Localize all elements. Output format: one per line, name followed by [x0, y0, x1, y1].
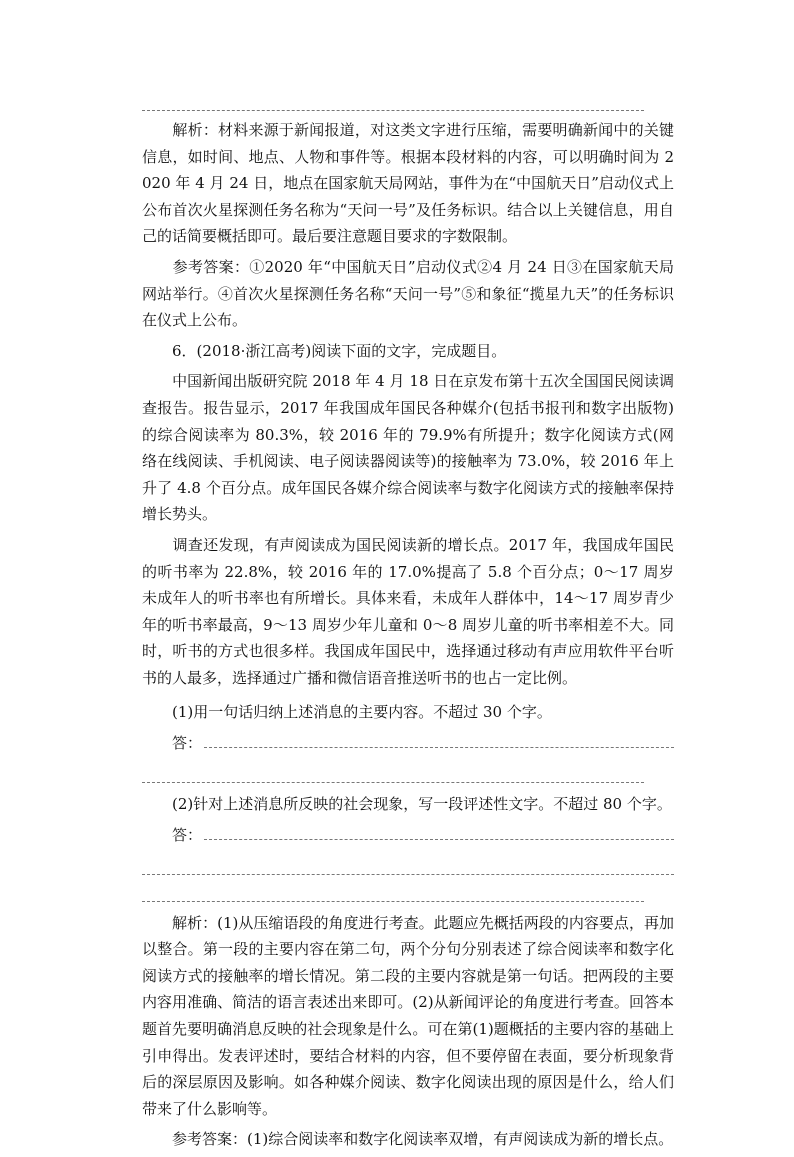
reference-answer-5: 参考答案：①2020 年“中国航天日”启动仪式②4 月 24 日③在国家航天局网站举行。④首次火星探测任务名称“天问一号”⑤和象征“揽星九天”的任务标识在仪式上公布。 [142, 257, 674, 330]
answer-blank-line [142, 110, 644, 111]
answer-blank-line[interactable] [204, 747, 674, 748]
answer-blank-line[interactable] [204, 839, 674, 840]
passage-paragraph-2: 调查还发现，有声阅读成为国民阅读新的增长点。2017 年，我国成年国民的听书率为 22.8%，较 2016 年的 17.0%提高了 5.8 个百分点；0～17 周岁未成年人的听书率也有所增长。具体来看，未成年人群体中，14～17 周岁青少年的听书率最高，9～13 周岁少年儿童和 0～8 周岁儿童的听书率相差不大。同时，听书的方式也很多样。我国成年国民中，选择通过移动有声应用软件平台听书的人最多，选择通过广播和微信语音推送听书的也占一定比例。 [142, 535, 674, 687]
document-page [142, 92, 674, 1157]
reference-answer-6: 参考答案：(1)综合阅读率和数字化阅读率双增，有声阅读成为新的增长点。 [142, 1130, 674, 1149]
answer-line-2[interactable] [142, 822, 674, 848]
answer-blank-line[interactable] [142, 875, 644, 902]
sub-question-1: (1)用一句话归纳上述消息的主要内容。不超过 30 个字。 [142, 703, 552, 722]
answer-line-1[interactable] [142, 730, 674, 756]
analysis-paragraph-5: 解析：材料来源于新闻报道，对这类文字进行压缩，需要明确新闻中的关键信息，如时间、地点、人物和事件等。根据本段材料的内容，可以明确时间为 2020 年 4 月 24 日，地点在国家航天局网站，事件为在“中国航天日”启动仪式上公布首次火星探测任务名称为“天问一号”及任务标识。结合以上关键信息，用自己的话简要概括即可。最后要注意题目要求的字数限制。 [142, 121, 674, 246]
answer-label: 答： [142, 825, 203, 844]
sub-question-2: (2)针对上述消息所反映的社会现象，写一段评述性文字。不超过 80 个字。 [142, 795, 672, 814]
answer-blank-line[interactable] [142, 848, 674, 875]
analysis-paragraph-6: 解析：(1)从压缩语段的角度进行考查。此题应先概括两段的内容要点，再加以整合。第一段的主要内容在第二句，两个分句分别表述了综合阅读率和数字化阅读方式的接触率的增长情况。第二段的主要内容就是第一句话。把两段的主要内容用准确、简洁的语言表述出来即可。(2)从新闻评论的角度进行考查。回答本题首先要明确消息反映的社会现象是什么。可在第(1)题概括的主要内容的基础上引申得出。发表评述时，要结合材料的内容，但不要停留在表面，要分析现象背后的深层原因及影响。如各种媒介阅读、数字化阅读出现的原因是什么，给人们带来了什么影响等。 [142, 913, 674, 1118]
passage-paragraph-1: 中国新闻出版研究院 2018 年 4 月 18 日在京发布第十五次全国国民阅读调查报告。报告显示，2017 年我国成年国民各种媒介(包括书报刊和数字出版物)的综合阅读率为 80.3%，较 2016 年的 79.9%有所提升；数字化阅读方式(网络在线阅读、手机阅读、电子阅读器阅读等)的接触率为 73.0%，较 2016 年上升了 4.8 个百分点。成年国民各媒介综合阅读率与数字化阅读方式的接触率保持增长势头。 [142, 372, 674, 524]
question-6-heading: 6．(2018·浙江高考)阅读下面的文字，完成题目。 [142, 341, 507, 360]
answer-label: 答： [142, 734, 203, 753]
answer-blank-line[interactable] [142, 756, 644, 783]
